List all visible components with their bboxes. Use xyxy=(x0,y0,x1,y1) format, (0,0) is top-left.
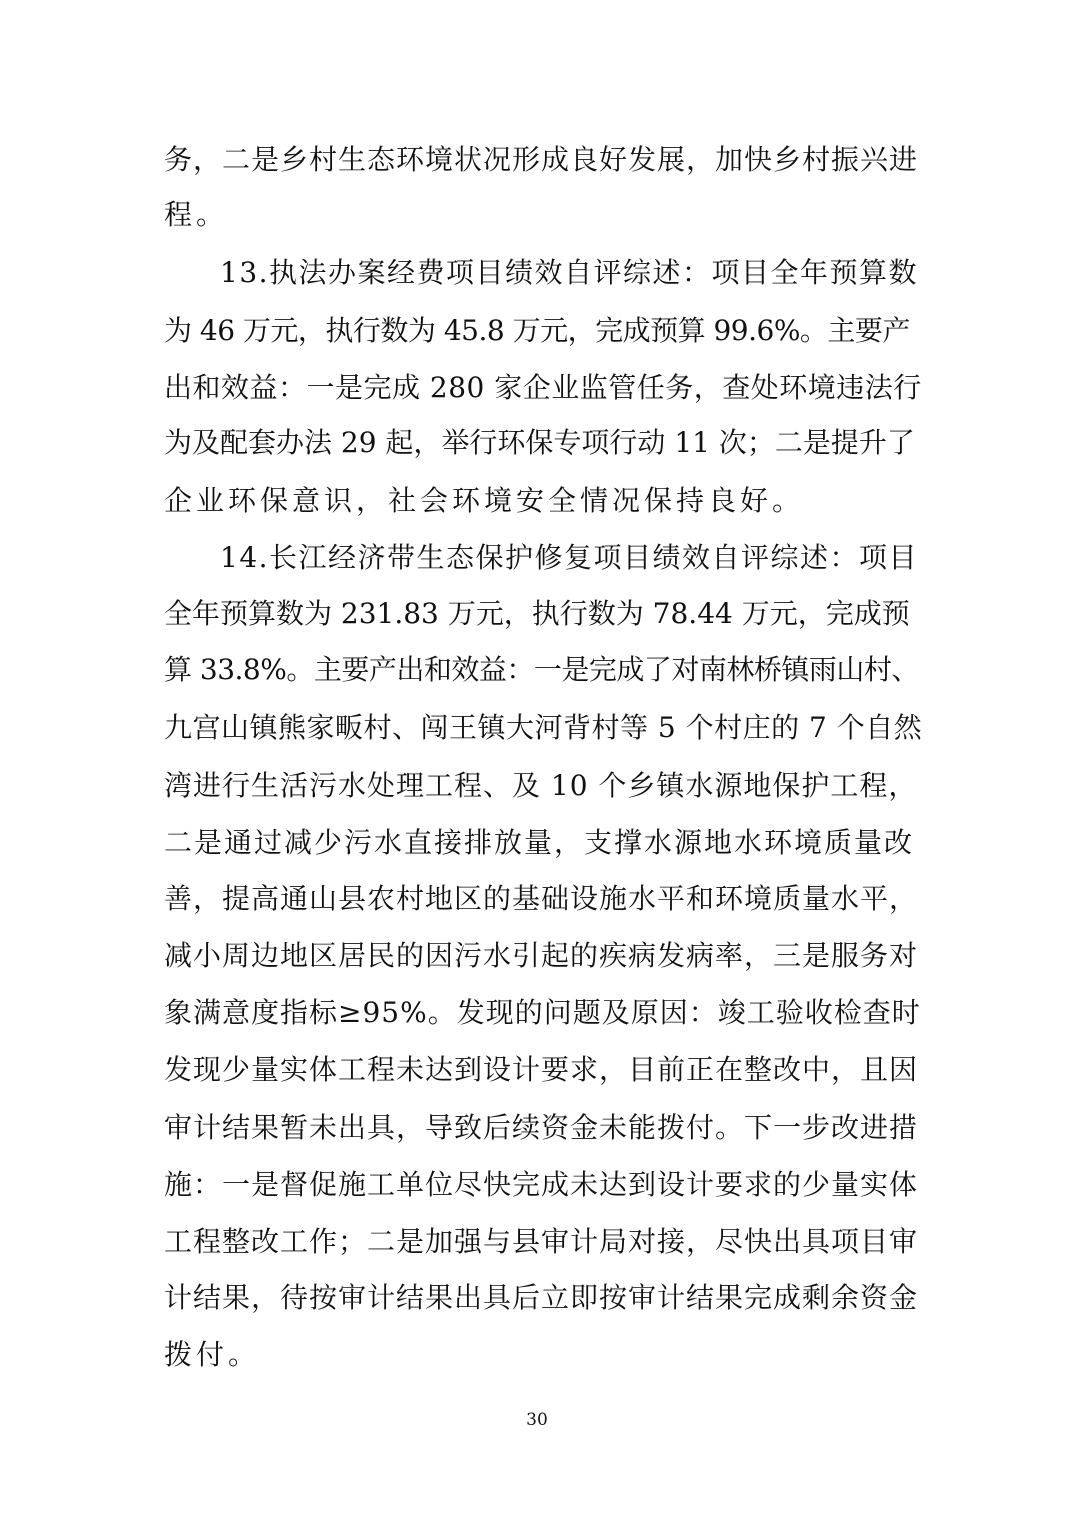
text-line: 程。 xyxy=(164,198,229,231)
paragraph-heading-13: 13.执法办案经费项目绩效自评综述：项目全年预算数 xyxy=(220,256,919,289)
text-line: 计结果，待按审计结果出具后立即按审计结果完成剩余资金 xyxy=(164,1281,919,1314)
page-number: 30 xyxy=(526,1410,548,1430)
text-line: 二是通过减少污水直接排放量，支撑水源地水环境质量改 xyxy=(164,826,915,859)
text-line: 全年预算数为 231.83 万元，执行数为 78.44 万元，完成预 xyxy=(164,597,910,630)
paragraph-heading-14: 14.长江经济带生态保护修复项目绩效自评综述：项目 xyxy=(220,541,919,574)
text-line: 工程整改工作；二是加强与县审计局对接，尽快出具项目审 xyxy=(164,1225,919,1258)
text-line: 务，二是乡村生态环境状况形成良好发展，加快乡村振兴进 xyxy=(164,143,919,176)
text-line: 善，提高通山县农村地区的基础设施水平和环境质量水平， xyxy=(164,882,919,915)
text-line: 象满意度指标≥95%。发现的问题及原因：竣工验收检查时 xyxy=(164,996,921,1029)
text-line: 为 46 万元，执行数为 45.8 万元，完成预算 99.6%。主要产 xyxy=(164,314,910,347)
text-line: 湾进行生活污水处理工程、及 10 个乡镇水源地保护工程， xyxy=(164,769,918,802)
text-line: 为及配套办法 29 起，举行环保专项行动 11 次；二是提升了 xyxy=(164,426,915,459)
text-line: 拨付。 xyxy=(164,1338,261,1371)
text-line: 发现少量实体工程未达到设计要求，目前正在整改中，且因 xyxy=(164,1053,919,1086)
text-line: 企业环保意识，社会环境安全情况保持良好。 xyxy=(164,484,805,517)
text-line: 减小周边地区居民的因污水引起的疾病发病率，三是服务对 xyxy=(164,939,919,972)
text-line: 出和效益：一是完成 280 家企业监管任务，查处环境违法行 xyxy=(164,371,922,404)
text-line: 算 33.8%。主要产出和效益：一是完成了对南林桥镇雨山村、 xyxy=(164,653,919,686)
text-line: 九宫山镇熊家畈村、闯王镇大河背村等 5 个村庄的 7 个自然 xyxy=(164,711,923,744)
text-line: 审计结果暂未出具，导致后续资金未能拨付。下一步改进措 xyxy=(164,1111,919,1144)
text-line: 施：一是督促施工单位尽快完成未达到设计要求的少量实体 xyxy=(164,1168,919,1201)
